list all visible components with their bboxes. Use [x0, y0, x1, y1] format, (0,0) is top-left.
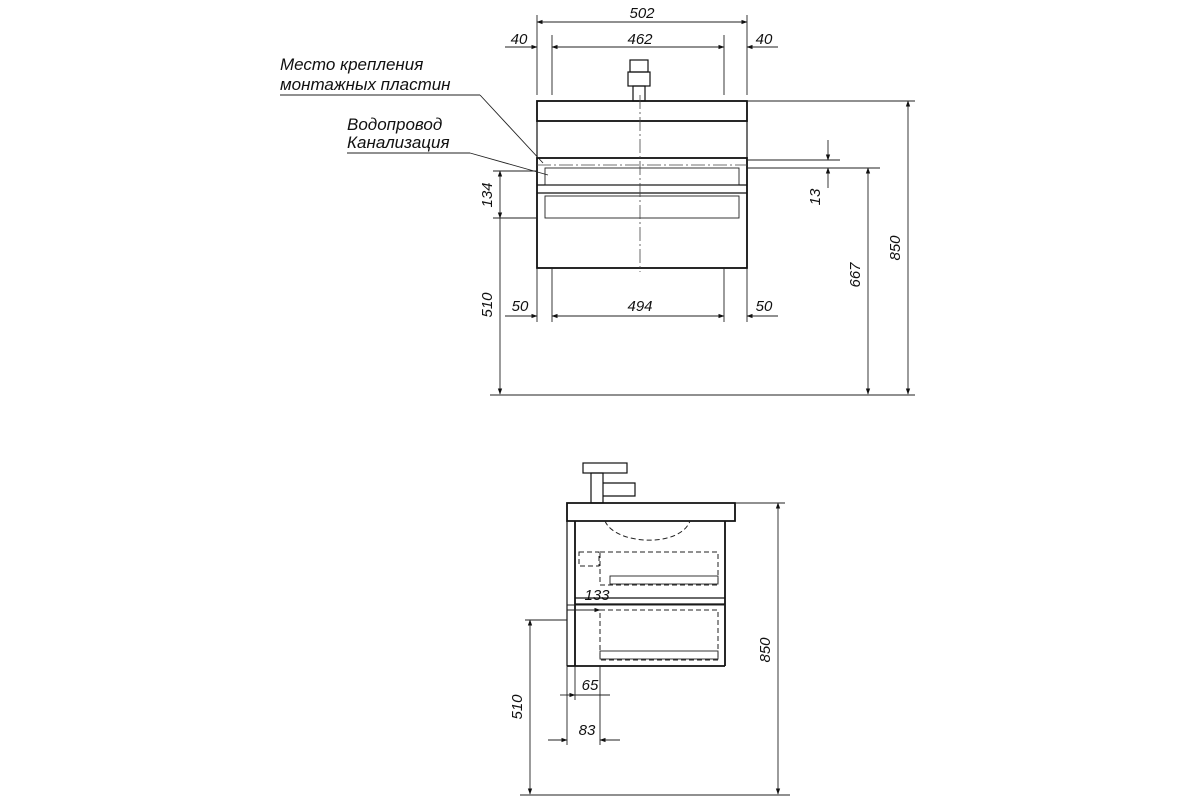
note-sewer: Канализация [347, 133, 450, 152]
dim-pipe-offset: 13 [807, 188, 824, 206]
dim-right-offset-bottom: 50 [755, 298, 773, 315]
dim-plate-spacing: 134 [479, 182, 496, 208]
faucet-icon [628, 60, 650, 101]
side-view [509, 463, 790, 795]
drawer-handle-upper [545, 168, 739, 185]
dim-side-510: 510 [509, 694, 526, 720]
dim-mount-height: 510 [479, 292, 496, 318]
dim-left-offset-top: 40 [510, 31, 528, 48]
dim-total-height: 850 [887, 235, 904, 261]
drawer-lower-side [600, 610, 718, 660]
basin-outline [605, 521, 690, 540]
front-view [280, 5, 915, 395]
drawer-handle-lower [545, 196, 739, 218]
dim-right-offset-top: 40 [755, 31, 773, 48]
drawer-upper-side [600, 552, 718, 585]
dim-side-65: 65 [581, 677, 599, 694]
note-mounting-line1: Место крепления [280, 55, 424, 74]
faucet-side-icon [583, 463, 635, 503]
note-water: Водопровод [347, 115, 443, 134]
dim-left-offset-bottom: 50 [511, 298, 529, 315]
note-mounting-line2: монтажных пластин [280, 75, 451, 94]
dim-total-width: 502 [629, 5, 655, 22]
countertop-side [567, 503, 735, 521]
dim-pipe-height: 667 [847, 262, 864, 288]
dim-side-83: 83 [578, 722, 596, 739]
cabinet-body [537, 158, 747, 268]
dim-inner-width: 462 [627, 31, 653, 48]
leader-mounting [480, 95, 543, 163]
countertop [537, 101, 747, 121]
dim-side-133: 133 [584, 587, 610, 604]
dim-cabinet-width: 494 [627, 298, 653, 315]
dim-side-850: 850 [757, 637, 774, 663]
